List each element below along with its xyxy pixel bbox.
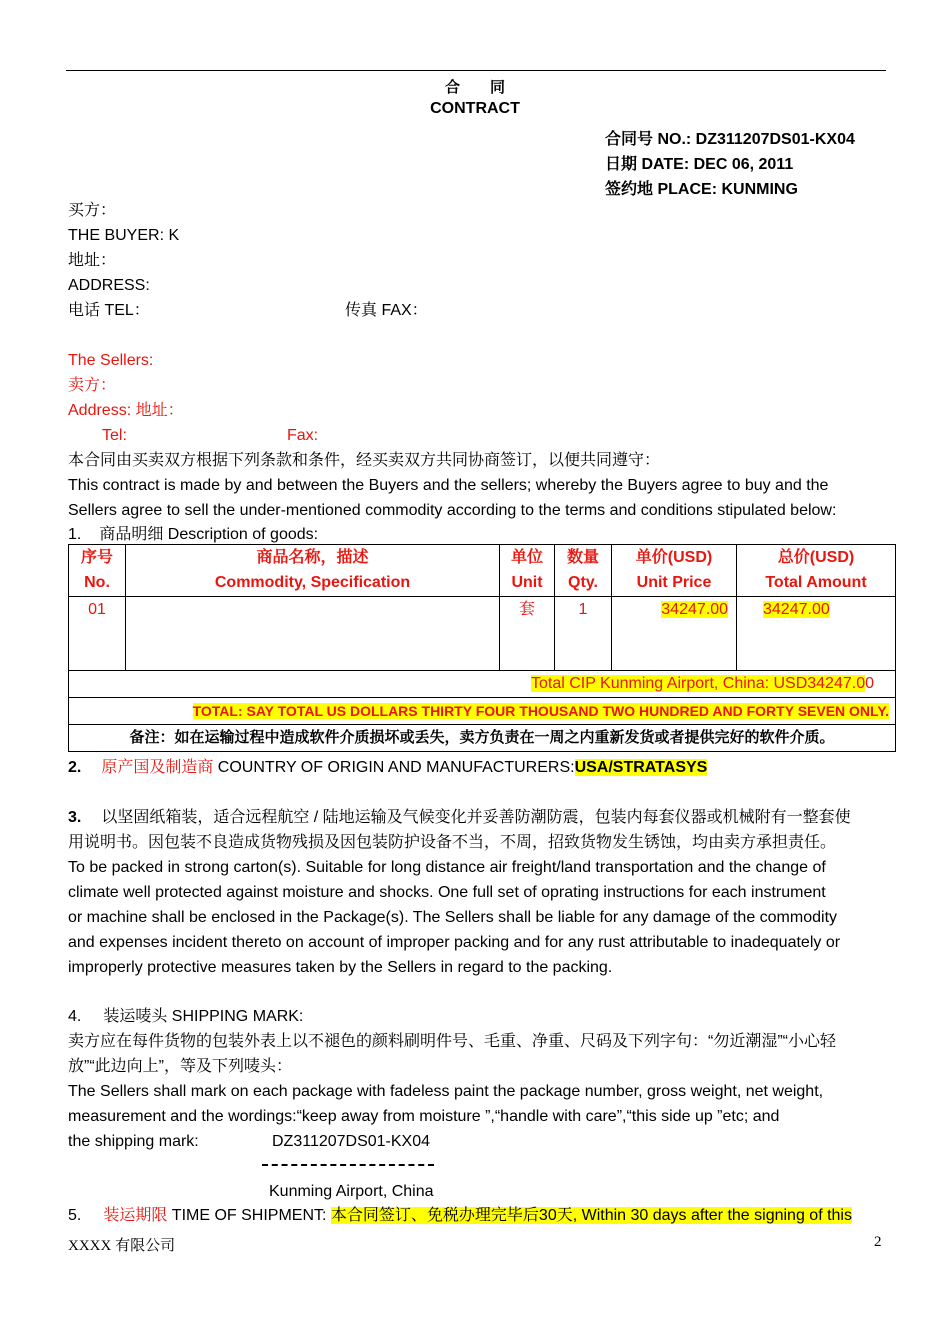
section3-number: 3.	[68, 809, 82, 826]
col-header-unit-price	[612, 545, 737, 597]
goods-table	[68, 544, 896, 752]
section4-cn-2: 放”“此边向上”，等及下列唛头：	[68, 1058, 292, 1075]
section3-en-4: and expenses incident thereto on account of improper packing and for any rust attributable to inadequately or	[68, 934, 841, 951]
buyer-en: THE BUYER: K	[68, 227, 180, 244]
section3-en-1: To be packed in strong carton(s). Suitable for long distance air freight/land transportation and the change of	[68, 859, 826, 876]
section3-cn-1	[68, 805, 851, 830]
remark-row	[69, 725, 896, 752]
place-label: 签约地 PLACE	[605, 181, 712, 198]
unit-price-value: 34247.00	[661, 601, 728, 618]
section3-en-2: climate well protected against moisture and shocks. One full set of oprating instructions for each instrument	[68, 884, 826, 901]
section2-label-cn: 原产国及制造商	[101, 759, 214, 776]
section3-cn-2: 用说明书。因包装不良造成货物残损及因包装防护设备不当，不周，招致货物发生锈蚀，均由卖方承担责任。	[68, 834, 837, 851]
total-words-text: TOTAL: SAY TOTAL US DOLLARS THIRTY FOUR THOUSAND TWO HUNDRED AND FORTY SEVEN ONLY.	[192, 703, 889, 719]
section2-value: USA/STRATASYS	[574, 759, 708, 776]
contract-place	[605, 176, 798, 199]
section3-cn-line1: 以坚固纸箱装，适合远程航空 / 陆地运输及气候变化并妥善防潮防震，包装内每套仪器或机械附有一整套使	[101, 809, 851, 826]
table-row	[69, 597, 896, 671]
cell-unit: 套	[500, 597, 555, 671]
col-header-qty	[555, 545, 612, 597]
section4-en-2: measurement and the wordings:“keep away from moisture ”,“handle with care”,“this side up ”etc; and	[68, 1108, 780, 1125]
cell-unit-price	[612, 597, 737, 671]
col-header-unit-price-cn: 单价(USD)	[635, 549, 713, 566]
col-header-no-cn: 序号	[80, 549, 113, 566]
total-cip-cell	[69, 671, 896, 698]
intro-cn: 本合同由买卖双方根据下列条款和条件，经买卖双方共同协商签订，以便共同遵守：	[68, 452, 661, 469]
section1-number: 1.	[68, 526, 82, 543]
section3-en-5: improperly protective measures taken by the Sellers in regard to the packing.	[68, 959, 613, 976]
col-header-unit	[500, 545, 555, 597]
total-value: 34247.00	[763, 601, 830, 618]
sellers-cn: 卖方：	[68, 377, 117, 394]
section2-label-en: COUNTRY OF ORIGIN AND MANUFACTURERS:	[213, 759, 575, 776]
section5-number: 5.	[68, 1207, 82, 1224]
section5-label-cn: 装运期限	[103, 1207, 168, 1224]
contract-number: 合同号 NO.: DZ311207DS01-KX04	[605, 131, 855, 148]
place-value: : KUNMING	[711, 181, 798, 198]
buyer-address-cn: 地址：	[68, 252, 117, 269]
cell-qty: 1	[555, 597, 612, 671]
footer-company: XXXX 有限公司	[68, 1238, 176, 1254]
total-cip-row	[69, 671, 896, 698]
col-header-no-en: No.	[84, 574, 110, 591]
section2	[68, 755, 707, 780]
title-en: CONTRACT	[430, 100, 520, 117]
section4-title: 装运唛头 SHIPPING MARK:	[103, 1008, 304, 1025]
shipping-mark-divider	[262, 1164, 434, 1166]
sellers-fax: Fax:	[287, 427, 319, 444]
section3-en-3: or machine shall be enclosed in the Package(s). The Sellers shall be liable for any damage of the commodity	[68, 909, 838, 926]
col-header-commodity	[126, 545, 500, 597]
remark-cell: 备注：如在运输过程中造成软件介质损坏或丢失，卖方负责在一周之内重新发货或者提供完好的软件介质。	[69, 725, 896, 752]
footer-page-number: 2	[874, 1234, 882, 1250]
col-header-total	[737, 545, 896, 597]
col-header-qty-en: Qty.	[568, 574, 598, 591]
section2-number: 2.	[68, 759, 82, 776]
shipping-mark-value: DZ311207DS01-KX04	[272, 1133, 431, 1150]
section5	[68, 1203, 852, 1228]
section4-en-1: The Sellers shall mark on each package with fadeless paint the package number, gross weight, net weight,	[68, 1083, 824, 1100]
col-header-unit-price-en: Unit Price	[636, 574, 712, 591]
contract-date: 日期 DATE: DEC 06, 2011	[605, 156, 794, 173]
col-header-commodity-cn: 商品名称，描述	[256, 549, 369, 566]
col-header-commodity-en: Commodity, Specification	[214, 574, 411, 591]
buyer-tel: 电话 TEL：	[68, 302, 150, 319]
buyer-address-en: ADDRESS:	[68, 277, 150, 294]
title-cn-wrap	[0, 76, 950, 97]
sellers-en: The Sellers:	[68, 352, 154, 369]
cell-no: 01	[69, 597, 126, 671]
section4-cn-1: 卖方应在每件货物的包装外表上以不褪色的颜料刷明件号、毛重、净重、尺码及下列字句：“勿近潮湿”“小心轻	[68, 1033, 836, 1050]
section5-value: 本合同签订、免税办理完毕后30天, Within 30 days after the signing of this	[330, 1207, 852, 1224]
col-header-qty-cn: 数量	[566, 549, 599, 566]
buyer-fax: 传真 FAX：	[345, 302, 428, 319]
intro-en-1: This contract is made by and between the Buyers and the sellers; whereby the Buyers agree to buy and the	[68, 477, 829, 494]
top-rule	[66, 70, 886, 71]
section5-label-en: TIME OF SHIPMENT:	[167, 1207, 331, 1224]
total-cip-text: Total CIP Kunming Airport, China: USD34247.0	[530, 675, 866, 692]
cell-total	[737, 597, 896, 671]
section4-heading	[68, 1004, 303, 1029]
sellers-address: Address: 地址：	[68, 402, 184, 419]
cell-commodity	[126, 597, 500, 671]
sellers-tel: Tel:	[102, 427, 127, 444]
col-header-no	[69, 545, 126, 597]
buyer-cn: 买方：	[68, 202, 117, 219]
col-header-total-cn: 总价(USD)	[777, 549, 855, 566]
title-cn: 合 同	[444, 78, 505, 96]
total-cip-tail: 0	[865, 675, 874, 692]
col-header-total-en: Total Amount	[765, 574, 867, 591]
col-header-unit-cn: 单位	[510, 549, 543, 566]
shipping-mark-destination: Kunming Airport, China	[269, 1183, 434, 1200]
total-words-row	[69, 698, 896, 725]
goods-table-header-row	[69, 545, 896, 597]
section4-number: 4.	[68, 1008, 82, 1025]
section1-title: 商品明细 Description of goods:	[99, 526, 319, 543]
total-words-cell	[69, 698, 896, 725]
col-header-unit-en: Unit	[511, 574, 543, 591]
intro-en-2: Sellers agree to sell the under-mentioned commodity according to the terms and conditions stipulated below:	[68, 502, 837, 519]
shipping-mark-label: the shipping mark:	[68, 1133, 199, 1150]
